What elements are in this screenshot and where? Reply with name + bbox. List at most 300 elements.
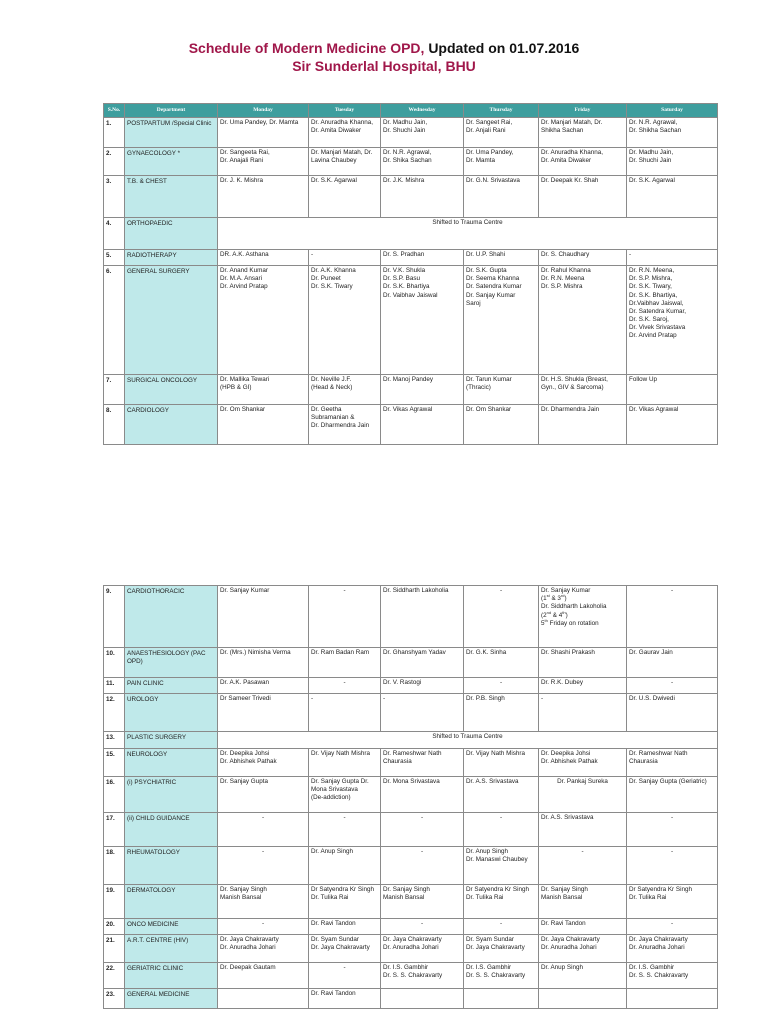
doctor-name: Follow Up bbox=[629, 376, 657, 383]
department-cell: PLASTIC SURGERY bbox=[125, 732, 218, 749]
tuesday-cell bbox=[309, 847, 381, 885]
thursday-cell bbox=[464, 405, 539, 445]
wednesday-cell bbox=[381, 989, 464, 1009]
wednesday-cell bbox=[381, 250, 464, 266]
wednesday-cell bbox=[381, 118, 464, 148]
doctor-name: Manish Bansal bbox=[220, 894, 262, 902]
doctor-name: - bbox=[311, 251, 314, 258]
friday-cell bbox=[539, 405, 627, 445]
doctor-name: Dr. Siddharth Lakoholia bbox=[541, 603, 607, 611]
wednesday-cell bbox=[381, 963, 464, 989]
doctor-name: Dr. Tarun Kumar bbox=[466, 376, 512, 383]
serial-number-cell: 10. bbox=[104, 648, 125, 678]
doctor-name: Dr. Dharmendra Jain bbox=[541, 406, 600, 413]
friday-cell bbox=[539, 648, 627, 678]
monday-cell bbox=[218, 847, 309, 885]
table-row bbox=[104, 813, 718, 847]
doctor-name: Dr. Syam Sundar bbox=[466, 936, 514, 943]
monday-cell bbox=[218, 678, 309, 694]
serial-number-cell: 9. bbox=[104, 586, 125, 648]
doctor-name: Dr. Ram Badan Ram bbox=[311, 649, 370, 656]
monday-cell bbox=[218, 648, 309, 678]
friday-cell bbox=[539, 118, 627, 148]
friday-cell bbox=[539, 749, 627, 777]
friday-cell bbox=[539, 885, 627, 919]
doctor-name: Dr. Abhishek Pathak bbox=[220, 758, 277, 766]
doctor-name: Dr. Sanjay Singh bbox=[220, 886, 267, 893]
doctor-name: Dr. Sangeet Rai, bbox=[466, 119, 513, 126]
monday-cell bbox=[218, 989, 309, 1009]
saturday-cell bbox=[627, 989, 718, 1009]
doctor-name: (Thracic) bbox=[466, 384, 491, 392]
doctor-name: - bbox=[670, 814, 674, 821]
doctor-name: - bbox=[311, 695, 314, 702]
doctor-name: Dr. R.N. Meena bbox=[541, 275, 585, 283]
doctor-name: Saroj bbox=[466, 299, 481, 307]
doctor-name: Dr. S.P. Basu bbox=[383, 275, 420, 283]
department-cell: POSTPARTUM /Special Clinic bbox=[125, 118, 218, 148]
table-row bbox=[104, 118, 718, 148]
doctor-name: Dr. S. Pradhan bbox=[383, 251, 425, 258]
page-subtitle: Sir Sunderlal Hospital, BHU bbox=[292, 58, 476, 74]
doctor-name: Dr. J. K. Mishra bbox=[220, 177, 264, 184]
saturday-cell bbox=[627, 777, 718, 813]
doctor-name: Dr. S.K. Saroj, bbox=[629, 316, 669, 324]
doctor-name: Dr. Jaya Chakravarty bbox=[541, 936, 600, 943]
monday-cell bbox=[218, 266, 309, 375]
tuesday-cell bbox=[309, 678, 381, 694]
table-row bbox=[104, 919, 718, 935]
doctor-name: Dr. Anuradha Johari bbox=[629, 944, 685, 952]
wednesday-cell bbox=[381, 648, 464, 678]
doctor-name bbox=[541, 990, 624, 998]
doctor-name bbox=[220, 990, 306, 998]
monday-cell bbox=[218, 919, 309, 935]
doctor-name: Dr. S.K. Bhartiya, bbox=[629, 291, 678, 299]
saturday-cell bbox=[627, 963, 718, 989]
doctor-name: Dr. Sanjay Singh bbox=[383, 886, 430, 893]
doctor-name: Dr. Om Shankar bbox=[466, 406, 512, 413]
doctor-name: Chaurasia bbox=[629, 758, 658, 766]
doctor-name: Dr. Seema Khanna bbox=[466, 275, 520, 283]
wednesday-cell bbox=[381, 777, 464, 813]
doctor-name: Dr. Anjali Rani bbox=[466, 127, 506, 135]
table-row bbox=[104, 250, 718, 266]
doctor-name: Dr Satyendra Kr Singh bbox=[311, 886, 374, 893]
doctor-name: Dr. Anup Singh bbox=[541, 964, 584, 971]
wednesday-cell bbox=[381, 847, 464, 885]
doctor-name: (1st & 3rd) bbox=[541, 593, 567, 603]
saturday-cell bbox=[627, 375, 718, 405]
tuesday-cell bbox=[309, 885, 381, 919]
doctor-name: - bbox=[581, 848, 584, 855]
tuesday-cell bbox=[309, 963, 381, 989]
department-cell: SURGICAL ONCOLOGY bbox=[125, 375, 218, 405]
doctor-name: Dr. Ghanshyam Yadav bbox=[383, 649, 446, 656]
table-row bbox=[104, 176, 718, 218]
doctor-name: Dr. Rameshwar Nath bbox=[383, 750, 442, 757]
doctor-name: Dr. Vijay Nath Mishra bbox=[466, 750, 526, 757]
department-cell: T.B. & CHEST bbox=[125, 176, 218, 218]
serial-number-cell: 16. bbox=[104, 777, 125, 813]
table-row bbox=[104, 678, 718, 694]
col-header-friday: Friday bbox=[539, 104, 627, 118]
doctor-name: - bbox=[261, 814, 265, 821]
doctor-name: Shikha Sachan bbox=[541, 127, 584, 135]
doctor-name: Dr. A.K. Khanna bbox=[311, 267, 356, 274]
doctor-name: Dr. H.S. Shukla (Breast, bbox=[541, 376, 608, 383]
doctor-name: Dr. Sanjay Kumar bbox=[541, 587, 591, 594]
doctor-name: Dr. Om Shankar bbox=[220, 406, 266, 413]
doctor-name: Dr. Anuradha Johari bbox=[220, 944, 276, 952]
tuesday-cell bbox=[309, 250, 381, 266]
wednesday-cell bbox=[381, 749, 464, 777]
serial-number-cell: 8. bbox=[104, 405, 125, 445]
doctor-name: Dr. S. S. Chakravarty bbox=[629, 972, 689, 980]
doctor-name: - bbox=[383, 695, 386, 702]
doctor-name: Dr Satyendra Kr Singh bbox=[466, 886, 529, 893]
tuesday-cell bbox=[309, 813, 381, 847]
wednesday-cell bbox=[381, 176, 464, 218]
thursday-cell bbox=[464, 777, 539, 813]
tuesday-cell bbox=[309, 694, 381, 732]
table-row bbox=[104, 648, 718, 678]
friday-cell bbox=[539, 678, 627, 694]
thursday-cell bbox=[464, 749, 539, 777]
doctor-name: Lavina Chaubey bbox=[311, 157, 357, 165]
friday-cell bbox=[539, 813, 627, 847]
doctor-name: Dr. U.S. Dwivedi bbox=[629, 695, 675, 702]
tuesday-cell bbox=[309, 118, 381, 148]
doctor-name: - bbox=[343, 679, 346, 686]
doctor-name: Dr. S. Chaudhary bbox=[541, 251, 590, 258]
doctor-name: Dr. U.P. Shahi bbox=[466, 251, 506, 258]
doctor-name: Dr. Dharmendra Jain bbox=[311, 422, 370, 430]
department-cell: GENERAL MEDICINE bbox=[125, 989, 218, 1009]
saturday-cell bbox=[627, 813, 718, 847]
friday-cell bbox=[539, 586, 627, 648]
doctor-name: Dr. Madhu Jain, bbox=[629, 149, 674, 156]
table-row bbox=[104, 694, 718, 732]
serial-number-cell: 13. bbox=[104, 732, 125, 749]
serial-number-cell: 19. bbox=[104, 885, 125, 919]
doctor-name: - bbox=[499, 814, 503, 821]
saturday-cell bbox=[627, 847, 718, 885]
doctor-name: Dr. Anuradha Johari bbox=[541, 944, 597, 952]
table-row bbox=[104, 749, 718, 777]
serial-number-cell: 11. bbox=[104, 678, 125, 694]
doctor-name: Dr. Neville J.F. bbox=[311, 376, 352, 383]
doctor-name: Dr. Manjari Matah, Dr. bbox=[541, 119, 603, 126]
thursday-cell bbox=[464, 586, 539, 648]
doctor-name: Dr. N.R. Agrawal, bbox=[383, 149, 432, 156]
doctor-name: - bbox=[261, 848, 265, 855]
doctor-name: Dr. S.K. Bhartiya bbox=[383, 283, 430, 291]
monday-cell bbox=[218, 813, 309, 847]
doctor-name: Dr. Puneet bbox=[311, 275, 341, 283]
doctor-name: Dr. Anand Kumar bbox=[220, 267, 268, 274]
doctor-name: Dr. Shika Sachan bbox=[383, 157, 432, 165]
doctor-name: Dr. Sangeeta Rai, bbox=[220, 149, 270, 156]
doctor-name: - bbox=[670, 848, 674, 855]
doctor-name: Dr. Tulika Rai bbox=[466, 894, 504, 902]
saturday-cell bbox=[627, 885, 718, 919]
doctor-name: Dr. Mamta bbox=[466, 157, 496, 165]
page-title bbox=[0, 40, 768, 56]
department-cell: (ii) CHILD GUIDANCE bbox=[125, 813, 218, 847]
doctor-name: 5th Friday on rotation bbox=[541, 617, 599, 627]
doctor-name: Dr. V.K. Shukla bbox=[383, 267, 426, 274]
doctor-name: Dr. Deepika Johsi bbox=[541, 750, 591, 757]
friday-cell bbox=[539, 176, 627, 218]
serial-number-cell: 20. bbox=[104, 919, 125, 935]
doctor-name: Dr. Mona Srivastava bbox=[383, 778, 440, 785]
tuesday-cell bbox=[309, 935, 381, 963]
department-cell: DERMATOLOGY bbox=[125, 885, 218, 919]
doctor-name: Dr. S.K. Agarwal bbox=[629, 177, 675, 184]
doctor-name: Dr. Vijay Nath Mishra bbox=[311, 750, 371, 757]
doctor-name: - bbox=[670, 679, 674, 686]
tuesday-cell bbox=[309, 266, 381, 375]
shifted-note-cell: Shifted to Trauma Centre bbox=[218, 732, 718, 749]
title-main: Schedule of Modern Medicine OPD, bbox=[188, 40, 425, 56]
thursday-cell bbox=[464, 885, 539, 919]
doctor-name: Dr. Gaurav Jain bbox=[629, 649, 673, 656]
department-cell: ANAESTHESIOLOGY (PAC OPD) bbox=[125, 648, 218, 678]
col-header-wednesday: Wednesday bbox=[381, 104, 464, 118]
serial-number-cell: 21. bbox=[104, 935, 125, 963]
friday-cell bbox=[539, 375, 627, 405]
wednesday-cell bbox=[381, 586, 464, 648]
friday-cell bbox=[539, 963, 627, 989]
saturday-cell bbox=[627, 405, 718, 445]
monday-cell bbox=[218, 885, 309, 919]
wednesday-cell bbox=[381, 813, 464, 847]
thursday-cell bbox=[464, 678, 539, 694]
doctor-name: Dr. Vikas Agrawal bbox=[383, 406, 433, 413]
wednesday-cell bbox=[381, 935, 464, 963]
doctor-name: Dr. Abhishek Pathak bbox=[541, 758, 598, 766]
tuesday-cell bbox=[309, 989, 381, 1009]
doctor-name: Dr. Sanjay Gupta (Geriatric) bbox=[629, 778, 707, 785]
doctor-name: (2nd & 4th) bbox=[541, 609, 568, 619]
saturday-cell bbox=[627, 176, 718, 218]
doctor-name: Dr. Amita Diwaker bbox=[311, 127, 362, 135]
doctor-name: Dr. Madhu Jain, bbox=[383, 119, 428, 126]
serial-number-cell: 1. bbox=[104, 118, 125, 148]
doctor-name: Dr. Rameshwar Nath bbox=[629, 750, 688, 757]
monday-cell bbox=[218, 405, 309, 445]
table-row bbox=[104, 989, 718, 1009]
doctor-name: Dr. Syam Sundar bbox=[311, 936, 359, 943]
serial-number-cell: 22. bbox=[104, 963, 125, 989]
doctor-name: Dr. Tulika Rai bbox=[629, 894, 667, 902]
wednesday-cell bbox=[381, 148, 464, 176]
department-cell: (i) PSYCHIATRIC bbox=[125, 777, 218, 813]
thursday-cell bbox=[464, 118, 539, 148]
serial-number-cell: 3. bbox=[104, 176, 125, 218]
tuesday-cell bbox=[309, 648, 381, 678]
thursday-cell bbox=[464, 919, 539, 935]
doctor-name: Dr. Jaya Chakravarty bbox=[629, 936, 688, 943]
doctor-name: Mona Srivastava bbox=[311, 786, 358, 794]
doctor-name: Dr. S. S. Chakravarty bbox=[466, 972, 526, 980]
table-row bbox=[104, 963, 718, 989]
doctor-name: Dr. Anuradha Khanna, bbox=[311, 119, 373, 126]
saturday-cell bbox=[627, 148, 718, 176]
wednesday-cell bbox=[381, 885, 464, 919]
doctor-name: Dr. G.K. Sinha bbox=[466, 649, 507, 656]
doctor-name: Dr. S.K. Gupta bbox=[466, 267, 507, 274]
col-header-tuesday: Tuesday bbox=[309, 104, 381, 118]
saturday-cell bbox=[627, 919, 718, 935]
doctor-name: Dr. Shuchi Jain bbox=[629, 157, 672, 165]
doctor-name: Dr. Shashi Prakash bbox=[541, 649, 595, 656]
department-cell: PAIN CLINIC bbox=[125, 678, 218, 694]
serial-number-cell: 15. bbox=[104, 749, 125, 777]
doctor-name: - bbox=[499, 679, 503, 686]
doctor-name: Dr Satyendra Kr Singh bbox=[629, 886, 692, 893]
doctor-name: Dr. Sanjay Gupta bbox=[220, 778, 268, 785]
department-cell: NEUROLOGY bbox=[125, 749, 218, 777]
thursday-cell bbox=[464, 963, 539, 989]
col-header-thursday: Thursday bbox=[464, 104, 539, 118]
table-row bbox=[104, 777, 718, 813]
doctor-name: Dr. Arvind Pratap bbox=[629, 332, 677, 340]
serial-number-cell: 7. bbox=[104, 375, 125, 405]
thursday-cell bbox=[464, 648, 539, 678]
doctor-name: Dr. J.K. Mishra bbox=[383, 177, 425, 184]
tuesday-cell bbox=[309, 919, 381, 935]
doctor-name: Dr. I.S. Gambhir bbox=[383, 964, 429, 971]
friday-cell bbox=[539, 266, 627, 375]
monday-cell bbox=[218, 586, 309, 648]
doctor-name: Dr. Anajali Rani bbox=[220, 157, 264, 165]
department-cell: GYNAECOLOGY * bbox=[125, 148, 218, 176]
doctor-name: Manish Bansal bbox=[383, 894, 425, 902]
tuesday-cell bbox=[309, 777, 381, 813]
thursday-cell bbox=[464, 250, 539, 266]
table-row bbox=[104, 847, 718, 885]
thursday-cell bbox=[464, 935, 539, 963]
saturday-cell bbox=[627, 118, 718, 148]
serial-number-cell: 18. bbox=[104, 847, 125, 885]
doctor-name: Subramanian & bbox=[311, 414, 355, 422]
doctor-name: Dr. Manaswi Chaubey bbox=[466, 856, 528, 864]
doctor-name: Dr. P.B. Singh bbox=[466, 695, 505, 702]
schedule-table-part-1 bbox=[103, 103, 718, 445]
friday-cell bbox=[539, 694, 627, 732]
doctor-name: - bbox=[261, 920, 265, 927]
tuesday-cell bbox=[309, 405, 381, 445]
thursday-cell bbox=[464, 813, 539, 847]
tuesday-cell bbox=[309, 148, 381, 176]
doctor-name: Dr. A.S. Srivastava bbox=[466, 778, 519, 785]
department-cell: CARDIOTHORACIC bbox=[125, 586, 218, 648]
friday-cell bbox=[539, 919, 627, 935]
doctor-name: Dr. Arvind Pratap bbox=[220, 283, 268, 291]
doctor-name: Dr. Ravi Tandon bbox=[311, 920, 356, 927]
doctor-name bbox=[383, 990, 461, 998]
monday-cell bbox=[218, 694, 309, 732]
doctor-name: - bbox=[670, 920, 674, 927]
thursday-cell bbox=[464, 148, 539, 176]
doctor-name: Dr. Vikas Agrawal bbox=[629, 406, 679, 413]
doctor-name: Dr. Uma Pandey, bbox=[466, 149, 514, 156]
monday-cell bbox=[218, 250, 309, 266]
doctor-name: - bbox=[420, 920, 424, 927]
thursday-cell bbox=[464, 266, 539, 375]
doctor-name: Dr. Rahul Khanna bbox=[541, 267, 591, 274]
doctor-name: Dr. Jaya Chakravarty bbox=[220, 936, 279, 943]
doctor-name: Dr. (Mrs.) Nimisha Verma bbox=[220, 649, 291, 656]
friday-cell bbox=[539, 148, 627, 176]
doctor-name: Dr. Sanjay Gupta Dr. bbox=[311, 778, 369, 785]
doctor-name: Dr. Tulika Rai bbox=[311, 894, 349, 902]
monday-cell bbox=[218, 148, 309, 176]
department-cell: RHEUMATOLOGY bbox=[125, 847, 218, 885]
doctor-name: Dr. Vivek Srivastava bbox=[629, 324, 686, 332]
saturday-cell bbox=[627, 266, 718, 375]
saturday-cell bbox=[627, 648, 718, 678]
col-header-monday: Monday bbox=[218, 104, 309, 118]
col-header-sno: S.No. bbox=[104, 104, 125, 118]
doctor-name: Dr. Deepak Kr. Shah bbox=[541, 177, 599, 184]
tuesday-cell bbox=[309, 749, 381, 777]
doctor-name: Dr. V. Rastogi bbox=[383, 679, 422, 686]
monday-cell bbox=[218, 375, 309, 405]
saturday-cell bbox=[627, 749, 718, 777]
friday-cell bbox=[539, 989, 627, 1009]
thursday-cell bbox=[464, 176, 539, 218]
doctor-name: Dr. Deepak Gautam bbox=[220, 964, 276, 971]
saturday-cell bbox=[627, 694, 718, 732]
doctor-name: (De-addiction) bbox=[311, 794, 351, 802]
wednesday-cell bbox=[381, 405, 464, 445]
table-row bbox=[104, 935, 718, 963]
wednesday-cell bbox=[381, 694, 464, 732]
doctor-name: Dr. Manoj Pandey bbox=[383, 376, 434, 383]
doctor-name: Dr. S.P. Mishra bbox=[541, 283, 583, 291]
doctor-name: Dr. Amita Diwaker bbox=[541, 157, 592, 165]
serial-number-cell: 5. bbox=[104, 250, 125, 266]
doctor-name: Dr. Anup Singh bbox=[466, 848, 509, 855]
doctor-name: - bbox=[343, 587, 346, 594]
doctor-name: Dr. Pankaj Sureka bbox=[557, 778, 608, 785]
monday-cell bbox=[218, 777, 309, 813]
saturday-cell bbox=[627, 250, 718, 266]
doctor-name: Dr. S.P. Mishra, bbox=[629, 275, 673, 283]
table-row bbox=[104, 375, 718, 405]
doctor-name: Dr.Vaibhav Jaiswal, bbox=[629, 299, 684, 307]
table-row bbox=[104, 148, 718, 176]
doctor-name: - bbox=[499, 587, 503, 594]
doctor-name: - bbox=[670, 587, 674, 594]
friday-cell bbox=[539, 847, 627, 885]
doctor-name: Dr. S.K. Tiwary, bbox=[629, 283, 672, 291]
saturday-cell bbox=[627, 586, 718, 648]
doctor-name: Dr. S. S. Chakravarty bbox=[383, 972, 443, 980]
doctor-name: Dr. I.S. Gambhir bbox=[629, 964, 675, 971]
doctor-name: DR. A.K. Asthana bbox=[220, 251, 269, 258]
doctor-name: - bbox=[499, 920, 503, 927]
doctor-name: Dr. M.A. Ansari bbox=[220, 275, 262, 283]
schedule-table-part-2 bbox=[103, 585, 718, 1009]
doctor-name: Dr. Sanjay Singh bbox=[541, 886, 588, 893]
doctor-name: Dr. R.K. Dubey bbox=[541, 679, 583, 686]
doctor-name: Dr. Jaya Chakravarty bbox=[311, 944, 370, 952]
serial-number-cell: 23. bbox=[104, 989, 125, 1009]
